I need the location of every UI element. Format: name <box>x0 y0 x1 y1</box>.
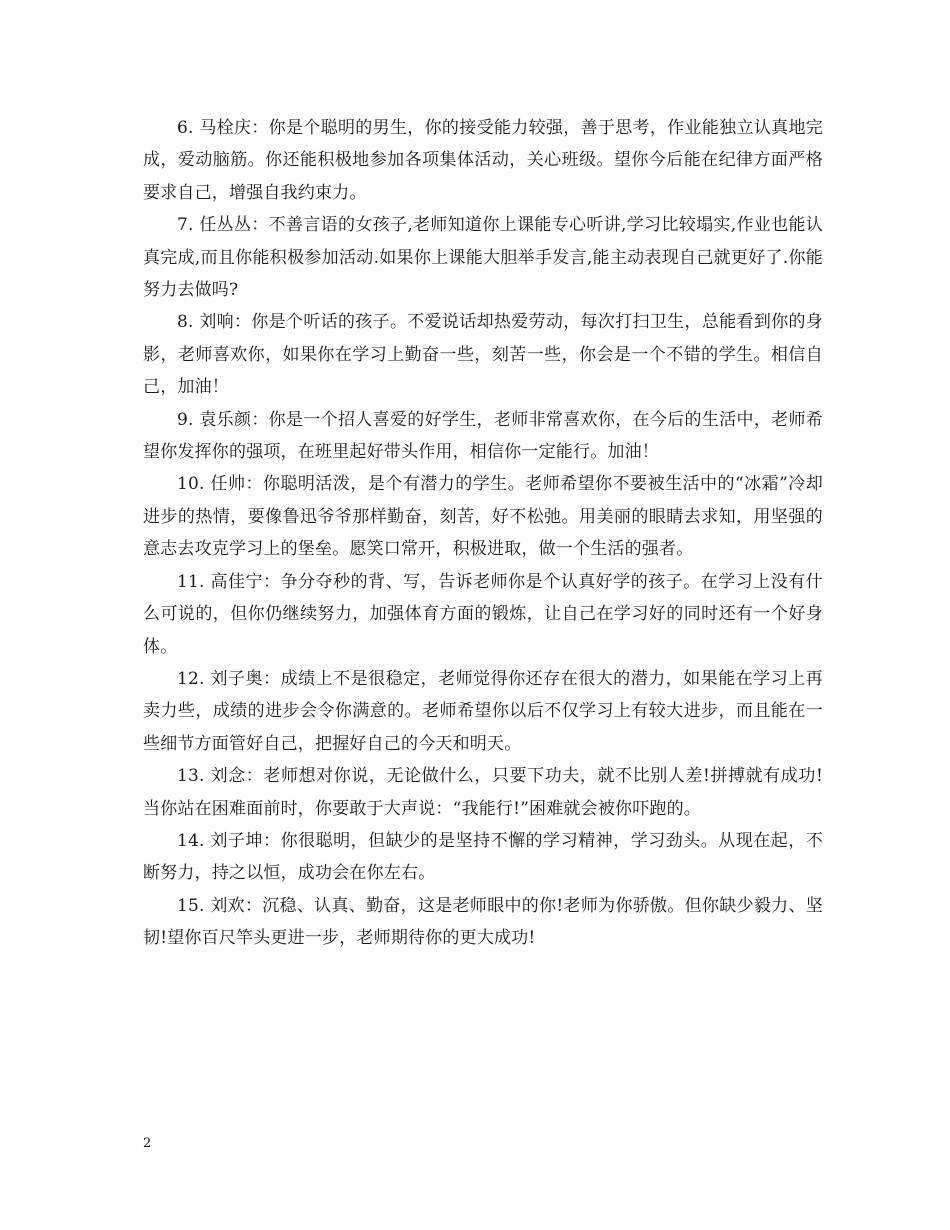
comment-paragraph-8: 8. 刘响：你是个听话的孩子。不爱说话却热爱劳动，每次打扫卫生，总能看到你的身影，老师喜欢你，如果你在学习上勤奋一些，刻苦一些，你会是一个不错的学生。相信自己，加油！ <box>143 312 823 398</box>
comment-paragraph-12: 12. 刘子奥：成绩上不是很稳定，老师觉得你还存在很大的潜力，如果能在学习上再卖力些，成绩的进步会令你满意的。老师希望你以后不仅学习上有较大进步，而且能在一些细节方面管好自己，把握好自己的今天和明天。 <box>143 668 823 754</box>
comment-paragraph-13: 13. 刘念：老师想对你说，无论做什么，只要下功夫，就不比别人差!拼搏就有成功!当你站在困难面前时，你要敢于大声说：“我能行!”困难就会被你吓跑的。 <box>143 766 823 819</box>
comment-paragraph-10: 10. 任帅：你聪明活泼，是个有潜力的学生。老师希望你不要被生活中的“冰霜”冷却进步的热情，要像鲁迅爷爷那样勤奋，刻苦，好不松弛。用美丽的眼睛去求知，用坚强的意志去攻克学习上的堡垒。愿笑口常开，积极进取，做一个生活的强者。 <box>143 474 823 560</box>
comment-paragraph-6: 6. 马栓庆：你是个聪明的男生，你的接受能力较强，善于思考，作业能独立认真地完成，爱动脑筋。你还能积极地参加各项集体活动，关心班级。望你今后能在纪律方面严格要求自己，增强自我约束力。 <box>143 118 823 203</box>
comment-paragraph-15: 15. 刘欢：沉稳、认真、勤奋，这是老师眼中的你!老师为你骄傲。但你缺少毅力、坚韧!望你百尺竿头更进一步，老师期待你的更大成功! <box>143 895 823 949</box>
comment-paragraph-11: 11. 高佳宁：争分夺秒的背、写，告诉老师你是个认真好学的孩子。在学习上没有什么可说的，但你仍继续努力，加强体育方面的锻炼，让自己在学习好的同时还有一个好身体。 <box>143 571 823 657</box>
comment-paragraph-7: 7. 任丛丛：不善言语的女孩子,老师知道你上课能专心听讲,学习比较塌实,作业也能认真完成,而且你能积极参加活动.如果你上课能大胆举手发言,能主动表现自己就更好了.你能努力去做吗? <box>143 215 823 301</box>
comment-paragraph-9: 9. 袁乐颜：你是一个招人喜爱的好学生，老师非常喜欢你，在今后的生活中，老师希望你发挥你的强项，在班里起好带头作用，相信你一定能行。加油！ <box>143 409 823 463</box>
comment-paragraph-14: 14. 刘子坤：你很聪明，但缺少的是坚持不懈的学习精神，学习劲头。从现在起，不断努力，持之以恒，成功会在你左右。 <box>143 830 823 884</box>
comments-body <box>143 112 823 955</box>
page-number: 2 <box>143 1136 152 1151</box>
